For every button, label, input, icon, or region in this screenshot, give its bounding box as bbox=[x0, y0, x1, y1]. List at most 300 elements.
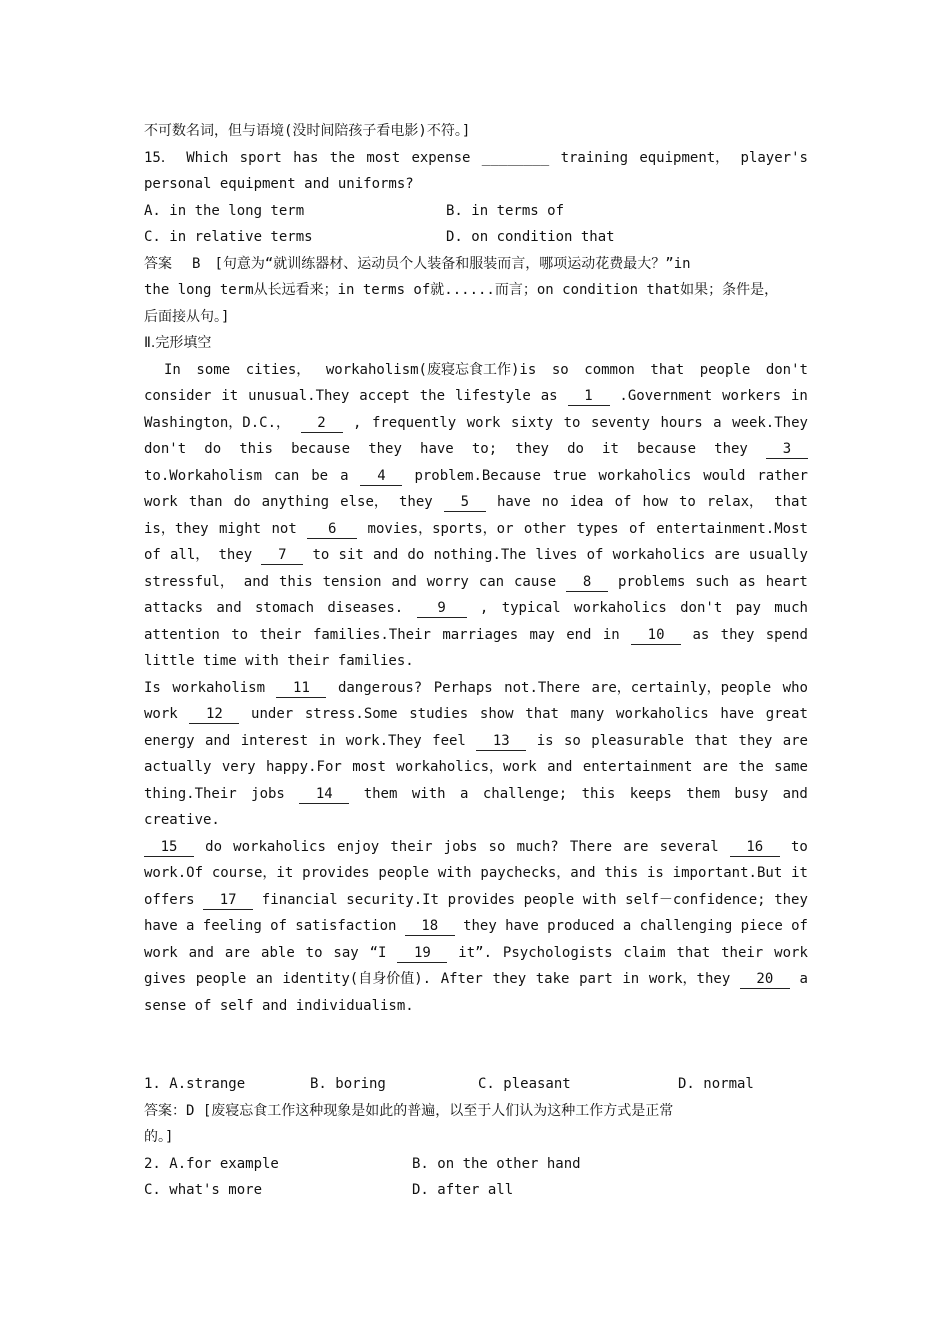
word: are bbox=[623, 838, 649, 855]
passage-line bbox=[144, 675, 808, 702]
word: identity(自身价值). bbox=[282, 971, 432, 987]
passage-line bbox=[144, 357, 808, 384]
q15-answer-line-2: the long term从长远看来；in terms of就......而言；on condition that如果；条件是， bbox=[144, 282, 779, 298]
word: ________ bbox=[481, 149, 550, 166]
word: week.They bbox=[732, 414, 808, 431]
word: to bbox=[231, 626, 249, 643]
word: nothing.The bbox=[433, 547, 527, 563]
word: “I bbox=[369, 944, 387, 961]
word: them bbox=[686, 785, 720, 802]
word: claim bbox=[623, 944, 666, 961]
cloze-blank[interactable]: 6 bbox=[307, 520, 357, 539]
word: their bbox=[721, 944, 764, 961]
word: great bbox=[765, 706, 808, 722]
word: offers bbox=[144, 891, 195, 908]
word: frequently bbox=[371, 414, 457, 431]
word: studies bbox=[409, 706, 469, 722]
word: paychecks，and bbox=[480, 865, 596, 881]
word: much? bbox=[516, 838, 559, 855]
passage-line bbox=[144, 834, 808, 861]
word: training bbox=[560, 149, 628, 166]
word: may bbox=[529, 626, 555, 643]
word: , bbox=[479, 600, 489, 616]
word: most bbox=[366, 149, 401, 166]
word: satisfaction bbox=[295, 918, 397, 934]
word: it bbox=[602, 441, 619, 457]
word: do bbox=[205, 838, 223, 855]
word: them bbox=[363, 785, 398, 802]
word: families.Their bbox=[312, 626, 431, 643]
word: work bbox=[144, 944, 178, 961]
passage-line bbox=[144, 728, 808, 755]
word: it”. bbox=[458, 944, 493, 961]
word: in bbox=[622, 971, 640, 987]
passage-line bbox=[144, 622, 808, 649]
word: workaholics bbox=[598, 467, 692, 484]
cloze-blank[interactable]: 8 bbox=[566, 573, 608, 592]
word: heart bbox=[765, 573, 808, 590]
word: they bbox=[714, 441, 748, 457]
passage-line bbox=[144, 966, 808, 993]
word: work bbox=[774, 944, 808, 961]
word: are，certainly，people bbox=[591, 679, 772, 696]
q14-answer-tail: 不可数名词，但与语境(没时间陪孩子看电影)不符。] bbox=[144, 123, 471, 139]
passage-line bbox=[144, 887, 808, 914]
word: course，it bbox=[211, 865, 294, 881]
word: as bbox=[738, 573, 756, 590]
cloze-blank[interactable]: 16 bbox=[730, 838, 780, 857]
word: many bbox=[570, 706, 605, 722]
word: problem.Because bbox=[414, 467, 541, 484]
word: this bbox=[239, 441, 273, 457]
word: say bbox=[333, 944, 359, 961]
passage-line bbox=[144, 940, 808, 967]
word: a bbox=[622, 918, 632, 934]
word: stress.Some bbox=[304, 706, 398, 722]
word: have bbox=[420, 441, 454, 457]
q1-options bbox=[144, 1071, 808, 1098]
passage-line bbox=[144, 542, 808, 569]
word: work bbox=[144, 706, 178, 722]
cloze-blank[interactable]: 15 bbox=[144, 838, 194, 857]
word: do bbox=[233, 494, 251, 510]
cloze-blank[interactable]: 10 bbox=[631, 626, 681, 645]
word: work.They bbox=[345, 732, 422, 749]
word: tension bbox=[322, 573, 382, 590]
cloze-blank[interactable]: 12 bbox=[189, 705, 239, 724]
q15-answer-line-1: 答案 B [句意为“就训练器材、运动员个人装备和服装而言，哪项运动花费最大？”in bbox=[144, 255, 691, 272]
text-run: Washington，D.C.， bbox=[144, 414, 291, 431]
cloze-blank[interactable]: 7 bbox=[261, 546, 303, 565]
word: it bbox=[221, 388, 239, 404]
word: worry bbox=[426, 573, 469, 590]
word: After bbox=[440, 971, 483, 987]
word: workaholics bbox=[616, 706, 709, 722]
word: do bbox=[204, 441, 222, 457]
word: cities， bbox=[245, 361, 311, 378]
word: .Government bbox=[619, 388, 713, 404]
word: as bbox=[692, 626, 710, 643]
word: attacks bbox=[144, 600, 204, 616]
cloze-blank[interactable]: 11 bbox=[276, 679, 326, 698]
q2-option-a[interactable]: 2. A.for example bbox=[144, 1155, 279, 1172]
word: unusual.They bbox=[248, 388, 350, 404]
word: security.It bbox=[346, 891, 439, 908]
word: enjoy bbox=[337, 838, 380, 855]
passage-line bbox=[144, 516, 808, 543]
word: who bbox=[782, 679, 808, 696]
word: jobs bbox=[251, 785, 285, 802]
word: in bbox=[318, 732, 336, 749]
word: a bbox=[186, 918, 195, 934]
cloze-blank[interactable]: 2 bbox=[301, 414, 343, 433]
word: entertainment.Most bbox=[656, 520, 808, 537]
word: common bbox=[584, 361, 635, 378]
word: the bbox=[419, 388, 446, 404]
word: workaholism(废寝忘食工作)is bbox=[325, 361, 537, 378]
passage-line: little time with their families. bbox=[144, 653, 414, 669]
word: the bbox=[738, 759, 764, 775]
word: such bbox=[695, 573, 730, 590]
word: and bbox=[547, 759, 573, 775]
word: marriages bbox=[442, 626, 519, 643]
word: hours bbox=[660, 414, 703, 431]
word: be bbox=[311, 467, 329, 484]
word: There bbox=[569, 838, 613, 855]
word: don't bbox=[680, 600, 723, 616]
word: busy bbox=[734, 785, 769, 802]
word: they bbox=[515, 441, 549, 457]
word: typical bbox=[501, 600, 561, 616]
word: workaholics bbox=[574, 600, 667, 616]
word: have bbox=[496, 494, 531, 510]
word: the bbox=[329, 149, 356, 166]
word: usually bbox=[748, 547, 808, 563]
word: this bbox=[278, 573, 313, 590]
word: work，they bbox=[648, 971, 731, 987]
passage-line bbox=[144, 383, 808, 410]
word: challenging bbox=[639, 918, 733, 934]
word: do bbox=[407, 547, 425, 563]
cloze-blank[interactable]: 9 bbox=[417, 599, 467, 618]
word: expense bbox=[411, 149, 471, 166]
word: stressful， bbox=[144, 573, 234, 590]
word: anything bbox=[261, 494, 330, 510]
q2-option-c[interactable]: C. what's more bbox=[144, 1182, 263, 1198]
q15-options-cd bbox=[144, 224, 808, 251]
word: several bbox=[659, 838, 719, 855]
word: has bbox=[293, 149, 319, 166]
q2-option-d[interactable]: D. after all bbox=[412, 1182, 514, 1198]
q2-options-ab bbox=[144, 1151, 808, 1178]
q1-answer-line-1: 答案：D [废寝忘食工作这种现象是如此的普遍，以至于人们认为这种工作方式是正常 bbox=[144, 1102, 674, 1119]
word: because bbox=[637, 441, 697, 457]
word: of bbox=[628, 520, 646, 537]
word: people bbox=[523, 891, 575, 908]
word: stomach bbox=[255, 600, 315, 616]
word: that bbox=[774, 494, 808, 510]
word: very bbox=[221, 759, 256, 775]
word: and bbox=[243, 573, 270, 590]
passage-line: creative. bbox=[144, 812, 220, 828]
word: lifestyle bbox=[454, 388, 531, 404]
cloze-blank[interactable]: 14 bbox=[299, 785, 349, 804]
word: energy bbox=[144, 732, 195, 749]
word: entertainment bbox=[582, 759, 693, 775]
word: pleasurable bbox=[591, 732, 684, 749]
q1-option-a[interactable]: 1. A.strange bbox=[144, 1076, 246, 1092]
word: feel bbox=[432, 732, 466, 749]
word: of bbox=[791, 918, 808, 934]
passage-line bbox=[144, 463, 808, 490]
word: jobs bbox=[443, 838, 478, 855]
word: is bbox=[646, 865, 664, 881]
cloze-blank[interactable]: 1 bbox=[568, 387, 610, 406]
word: they bbox=[463, 918, 497, 934]
word: to bbox=[305, 944, 323, 961]
word: relax， bbox=[706, 494, 764, 510]
word: don't bbox=[144, 441, 187, 457]
word: and bbox=[782, 785, 808, 802]
word: than bbox=[188, 494, 223, 510]
word: take bbox=[535, 971, 570, 987]
q1-answer-line-2: 的。] bbox=[144, 1129, 174, 1145]
word: movies，sports，or bbox=[367, 520, 514, 537]
word: have bbox=[720, 706, 755, 722]
word: keeps bbox=[629, 785, 672, 802]
word: they bbox=[492, 971, 527, 987]
word: of bbox=[614, 494, 632, 510]
q15-options-ab bbox=[144, 198, 808, 225]
word: with bbox=[437, 865, 472, 881]
passage-line bbox=[144, 489, 808, 516]
cloze-blank[interactable]: 20 bbox=[740, 970, 790, 989]
passage-line bbox=[144, 913, 808, 940]
word: to.Workaholism bbox=[144, 467, 263, 484]
passage-line bbox=[144, 569, 808, 596]
word: not bbox=[271, 520, 297, 537]
word: sit bbox=[338, 547, 364, 563]
word: that bbox=[525, 706, 559, 722]
word: might bbox=[218, 520, 262, 537]
word: Which bbox=[186, 149, 229, 166]
passage-line bbox=[144, 410, 808, 437]
word: pay bbox=[735, 600, 761, 616]
word: idea bbox=[569, 494, 604, 510]
word: feeling bbox=[202, 918, 262, 934]
spacer bbox=[144, 1019, 808, 1071]
cloze-blank[interactable]: 18 bbox=[405, 917, 455, 936]
word: much bbox=[774, 600, 808, 616]
word: and bbox=[372, 547, 399, 563]
cloze-blank[interactable]: 3 bbox=[766, 440, 808, 459]
word: they bbox=[774, 891, 808, 908]
word: are bbox=[702, 759, 729, 775]
word: they bbox=[218, 547, 253, 563]
word: don't bbox=[765, 361, 808, 378]
word: a bbox=[459, 785, 469, 802]
word: how bbox=[642, 494, 668, 510]
q15-option-c[interactable]: C. in relative terms bbox=[144, 229, 313, 245]
word: interest bbox=[240, 732, 309, 749]
word: to bbox=[790, 838, 808, 855]
word: end bbox=[566, 626, 592, 643]
word: spend bbox=[765, 626, 808, 643]
document-content bbox=[144, 118, 808, 1204]
word: other bbox=[523, 520, 567, 537]
q1-option-c[interactable]: C. pleasant bbox=[478, 1076, 571, 1092]
word: seventy bbox=[590, 414, 650, 431]
word: attention bbox=[144, 626, 220, 643]
word: a bbox=[340, 467, 349, 484]
word: that bbox=[676, 944, 711, 961]
word: self－confidence; bbox=[625, 891, 766, 908]
word: actually bbox=[144, 759, 212, 775]
word: Psychologists bbox=[502, 944, 613, 961]
word: able bbox=[261, 944, 295, 961]
q1-option-d[interactable]: D. normal bbox=[678, 1076, 754, 1092]
q15-stem-line-1 bbox=[144, 145, 808, 172]
word: problems bbox=[617, 573, 686, 590]
word: and bbox=[205, 732, 231, 749]
word: people bbox=[195, 971, 247, 987]
q15-answer-line-3: 后面接从句。] bbox=[144, 308, 230, 325]
word: have bbox=[505, 918, 539, 934]
q2-options-cd bbox=[144, 1177, 808, 1204]
word: cause bbox=[513, 573, 557, 590]
section-heading-cloze: Ⅱ.完形填空 bbox=[144, 335, 212, 351]
word: Is bbox=[144, 679, 161, 696]
word: so bbox=[488, 838, 506, 855]
word: work bbox=[144, 494, 178, 510]
q15-option-a[interactable]: A. in the long term bbox=[144, 202, 305, 219]
word: else， bbox=[340, 494, 388, 510]
word: have bbox=[144, 918, 178, 934]
q15-option-b[interactable]: B. in terms of bbox=[446, 202, 565, 219]
word: diseases. bbox=[327, 600, 404, 616]
word: as bbox=[540, 388, 558, 404]
word: workaholics bbox=[612, 547, 706, 563]
word: some bbox=[196, 361, 231, 378]
word: so bbox=[563, 732, 581, 749]
word: of bbox=[144, 547, 161, 563]
word: is bbox=[536, 732, 554, 749]
word: sport bbox=[239, 149, 282, 166]
word: dangerous? bbox=[337, 679, 423, 696]
passage-line bbox=[144, 701, 808, 728]
word: produced bbox=[547, 918, 615, 934]
cloze-blank[interactable]: 19 bbox=[397, 944, 447, 963]
cloze-blank[interactable]: 17 bbox=[203, 891, 253, 910]
word: they bbox=[738, 732, 773, 749]
word: workaholism bbox=[172, 679, 266, 696]
passage-line bbox=[144, 595, 808, 622]
word: show bbox=[479, 706, 514, 722]
word: to bbox=[312, 547, 330, 563]
word: that bbox=[650, 361, 685, 378]
passage-line: sense of self and individualism. bbox=[144, 997, 414, 1014]
word: to bbox=[563, 414, 581, 431]
word: to bbox=[678, 494, 696, 510]
word: their bbox=[390, 838, 433, 855]
word: a bbox=[713, 414, 722, 431]
q2-option-b[interactable]: B. on the other hand bbox=[412, 1155, 581, 1172]
word: true bbox=[552, 467, 587, 484]
word: of bbox=[270, 918, 287, 934]
word: under bbox=[251, 706, 294, 722]
word: thing.Their bbox=[144, 785, 237, 802]
word: is，they bbox=[144, 520, 209, 537]
passage-line bbox=[144, 754, 808, 781]
q15-stem-line-2: personal equipment and uniforms? bbox=[144, 176, 414, 192]
word: so bbox=[551, 361, 569, 378]
word: important.But bbox=[672, 865, 783, 881]
word: can bbox=[478, 573, 505, 590]
word: part bbox=[579, 971, 613, 987]
word: , bbox=[353, 414, 362, 431]
word: rather bbox=[757, 467, 808, 484]
word: in bbox=[602, 626, 620, 643]
word: they bbox=[720, 626, 755, 643]
word: this bbox=[581, 785, 616, 802]
word: can bbox=[273, 467, 300, 484]
word: challenge; bbox=[482, 785, 568, 802]
word: sixty bbox=[510, 414, 554, 431]
word: would bbox=[703, 467, 746, 484]
cloze-blank[interactable]: 4 bbox=[360, 467, 402, 486]
word: most bbox=[352, 759, 386, 775]
word: workers bbox=[722, 388, 782, 404]
word: player's bbox=[740, 149, 808, 166]
word: of bbox=[586, 547, 604, 563]
word: happy.For bbox=[265, 759, 342, 775]
word: because bbox=[291, 441, 351, 457]
passage-line bbox=[144, 860, 808, 887]
word: their bbox=[259, 626, 302, 643]
q15-option-d[interactable]: D. on condition that bbox=[446, 229, 615, 245]
word: gives bbox=[144, 971, 187, 987]
word: financial bbox=[261, 891, 338, 908]
word: lives bbox=[535, 547, 578, 563]
word: consider bbox=[144, 388, 212, 404]
word: people bbox=[378, 865, 429, 881]
q1-option-b[interactable]: B. boring bbox=[310, 1076, 386, 1092]
word: and bbox=[188, 944, 214, 961]
word: provides bbox=[447, 891, 516, 908]
word: types bbox=[576, 520, 619, 537]
cloze-blank[interactable]: 5 bbox=[444, 493, 486, 512]
word: that bbox=[694, 732, 729, 749]
word: are bbox=[714, 547, 740, 563]
cloze-blank[interactable]: 13 bbox=[476, 732, 526, 751]
passage-line bbox=[144, 781, 808, 808]
word: are bbox=[782, 732, 808, 749]
word: a bbox=[799, 971, 808, 987]
word: with bbox=[411, 785, 446, 802]
word: all， bbox=[170, 547, 210, 563]
word: workaholics，work bbox=[396, 759, 537, 775]
word: to; bbox=[471, 441, 498, 457]
word: it bbox=[791, 865, 808, 881]
word: are bbox=[224, 944, 251, 961]
word: piece bbox=[740, 918, 783, 934]
word: and bbox=[391, 573, 417, 590]
passage-line bbox=[144, 436, 808, 463]
word: workaholics bbox=[233, 838, 326, 855]
word: with bbox=[582, 891, 617, 908]
word: an bbox=[255, 971, 273, 987]
word: they bbox=[399, 494, 433, 510]
